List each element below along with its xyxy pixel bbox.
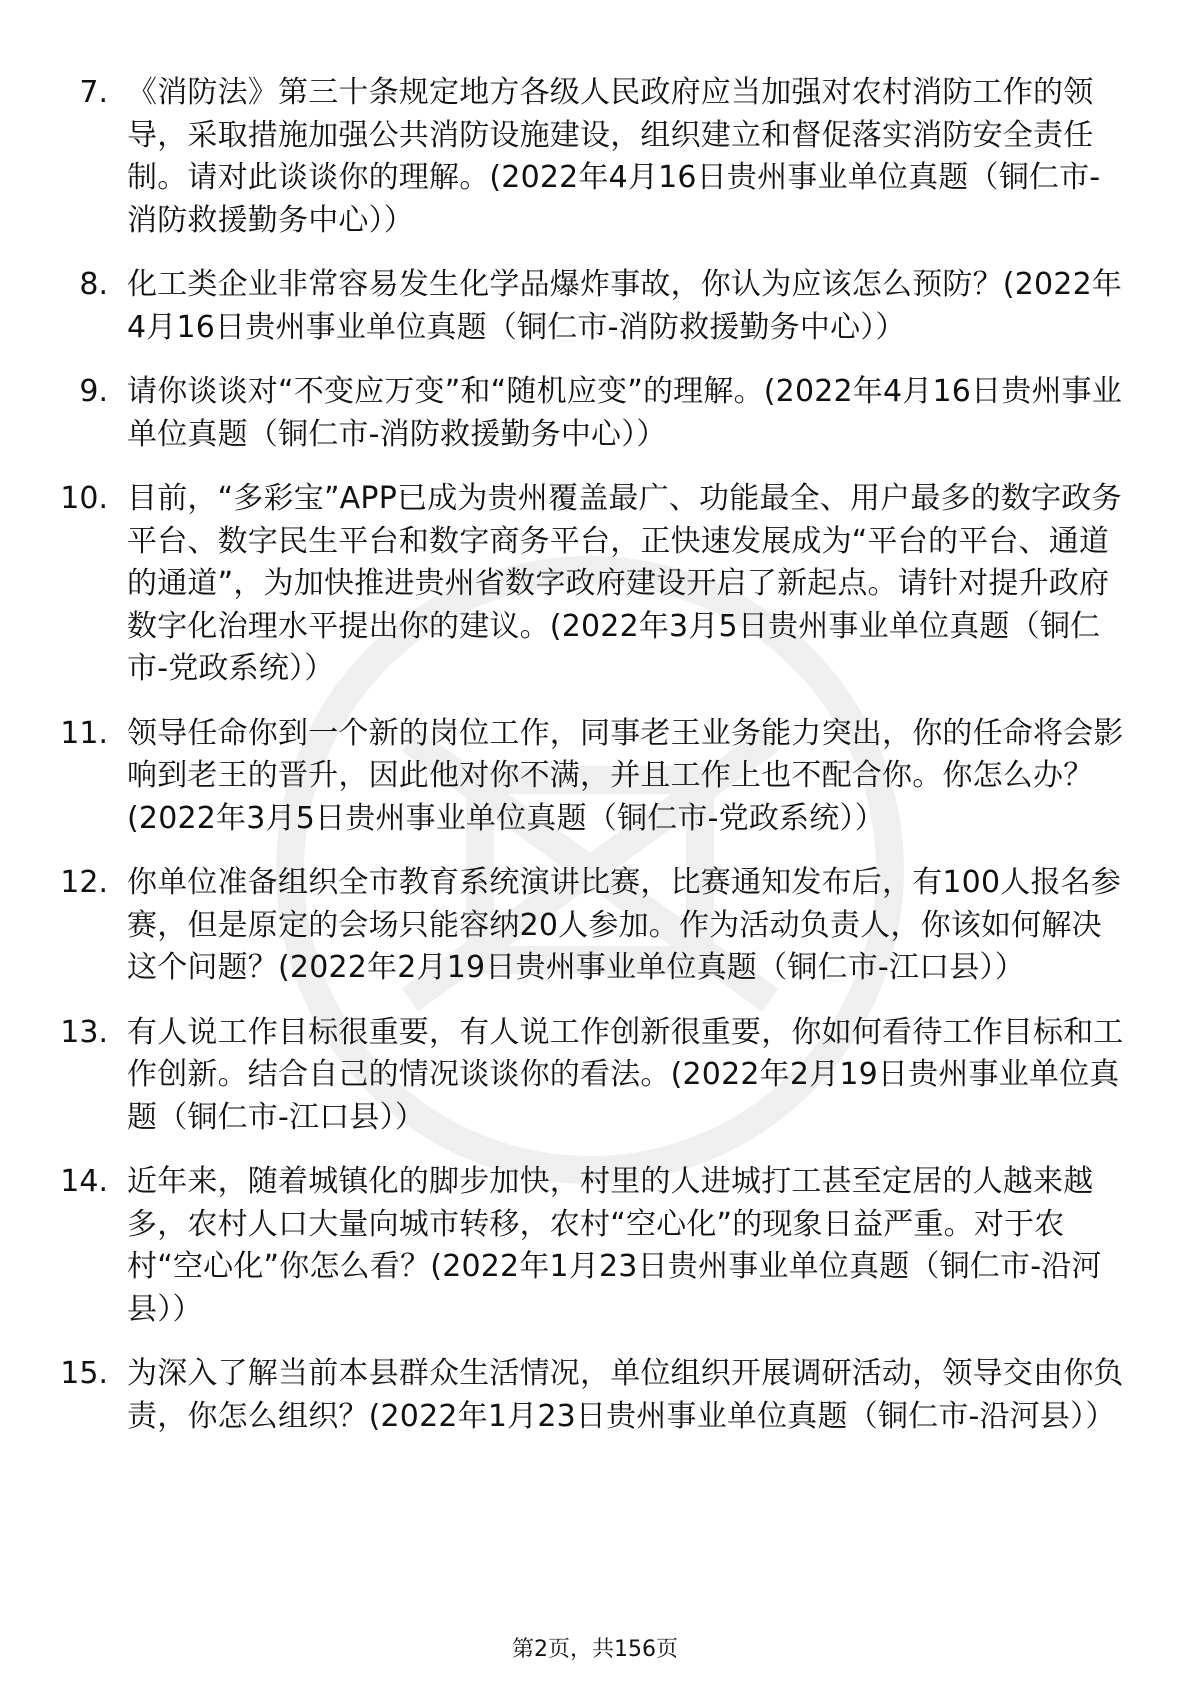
question-number: 7. <box>79 75 108 110</box>
question-text: 请你谈谈对“不变应万变”和“随机应变”的理解。(2022年4月16日贵州事业单位真题（铜仁市-消防救援勤务中心）） <box>127 374 1123 452</box>
list-item <box>0 713 1190 841</box>
question-number: 11. <box>60 715 108 751</box>
question-text: 你单位准备组织全市教育系统演讲比赛，比赛通知发布后，有100人报名参赛，但是原定的会场只能容纳20人参加。作为活动负责人，你该如何解决这个问题？(2022年2月19日贵州事业单位真题（铜仁市-江口县）） <box>127 865 1122 985</box>
list-item <box>0 1353 1190 1438</box>
question-number: 8. <box>79 267 108 302</box>
question-text: 《消防法》第三十条规定地方各级人民政府应当加强对农村消防工作的领导，采取措施加强公共消防设施建设，组织建立和督促落实消防安全责任制。请对此谈谈你的理解。(2022年4月16日贵州事业单位真题（铜仁市-消防救援勤务中心）） <box>127 75 1101 238</box>
question-text: 有人说工作目标很重要，有人说工作创新很重要，你如何看待工作目标和工作创新。结合自己的情况谈谈你的看法。(2022年2月19日贵州事业单位真题（铜仁市-江口县）） <box>127 1014 1124 1135</box>
list-item <box>0 1012 1190 1140</box>
list-item <box>0 478 1190 691</box>
question-number: 10. <box>60 481 108 516</box>
question-number: 9. <box>79 374 108 409</box>
question-text: 化工类企业非常容易发生化学品爆炸事故，你认为应该怎么预防？(2022年4月16日贵州事业单位真题（铜仁市-消防救援勤务中心）） <box>127 267 1123 345</box>
list-item <box>0 72 1190 242</box>
question-list <box>0 72 1190 1460</box>
question-number: 13. <box>60 1014 108 1050</box>
question-text: 为深入了解当前本县群众生活情况，单位组织开展调研活动，领导交由你负责，你怎么组织？(2022年1月23日贵州事业单位真题（铜仁市-沿河县）） <box>127 1356 1124 1434</box>
question-text: 近年来，随着城镇化的脚步加快，村里的人进城打工甚至定居的人越来越多，农村人口大量向城市转移，农村“空心化”的现象日益严重。对于农村“空心化”你怎么看？(2022年1月23日贵州事业单位真题（铜仁市-沿河县）） <box>127 1164 1102 1327</box>
page-footer: 第2页，共156页 <box>512 1637 678 1662</box>
question-number: 12. <box>60 865 108 900</box>
question-text: 领导任命你到一个新的岗位工作，同事老王业务能力突出，你的任命将会影响到老王的晋升，因此他对你不满，并且工作上也不配合你。你怎么办？(2022年3月5日贵州事业单位真题（铜仁市-党政系统）） <box>127 715 1124 836</box>
list-item <box>0 264 1190 349</box>
list-item <box>0 1161 1190 1331</box>
question-text: 目前，“多彩宝”APP已成为贵州覆盖最广、功能最全、用户最多的数字政务平台、数字民生平台和数字商务平台，正快速发展成为“平台的平台、通道的通道”，为加快推进贵州省数字政府建设开启了新起点。请针对提升政府数字化治理水平提出你的建议。(2022年3月5日贵州事业单位真题（铜仁市-党政系统）） <box>127 481 1122 686</box>
question-number: 15. <box>60 1356 108 1391</box>
question-number: 14. <box>60 1164 108 1199</box>
list-item <box>0 862 1190 990</box>
list-item <box>0 371 1190 456</box>
